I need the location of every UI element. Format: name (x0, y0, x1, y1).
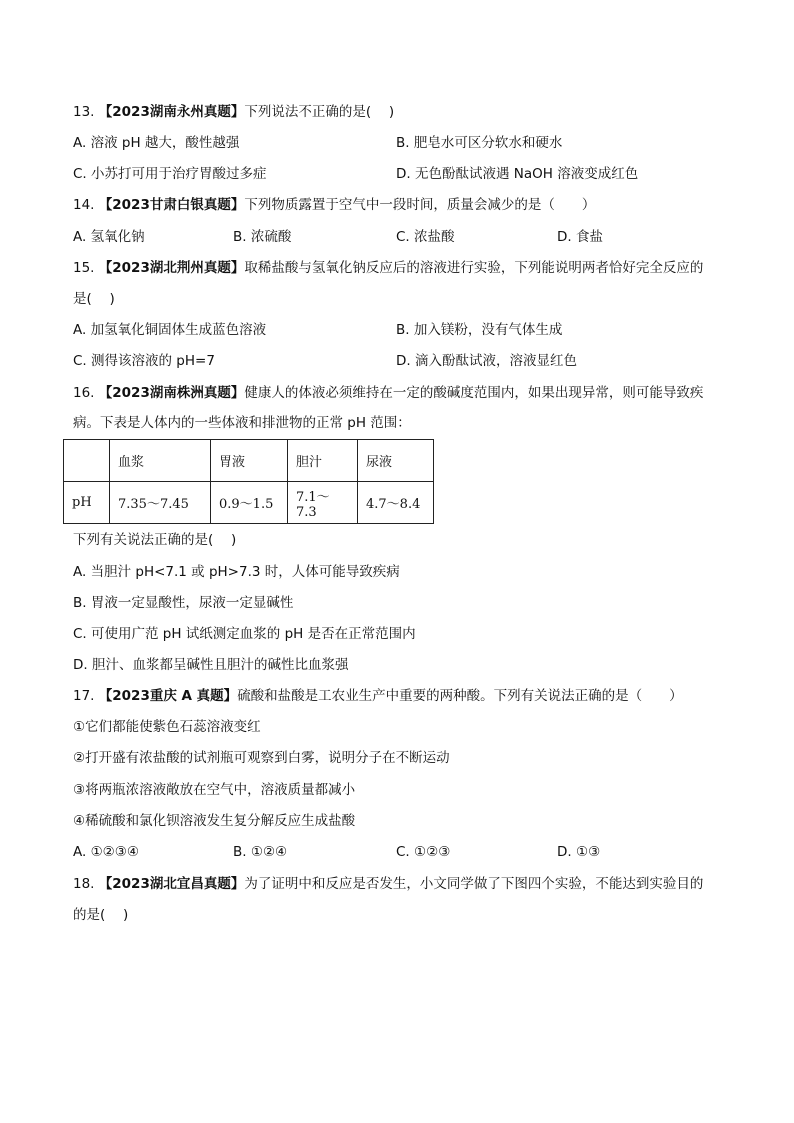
table-header-cell: 胃液 (211, 440, 288, 482)
question-16-stem-line1: 16. 【2023湖南株洲真题】健康人的体液必须维持在一定的酸碱度范围内，如果出现异常，则可能导致疾 (73, 385, 704, 401)
question-17-statement-1: ①它们都能使紫色石蕊溶液变红 (73, 719, 261, 735)
question-16-stem-line2: 病。下表是人体内的一些体液和排泄物的正常 pH 范围： (73, 415, 411, 431)
question-16-option-a: A. 当胆汁 pH<7.1 或 pH>7.3 时，人体可能导致疾病 (73, 564, 400, 580)
table-cell: pH (64, 482, 110, 524)
question-15-stem-line2: 是( ) (73, 291, 115, 307)
table-header-cell: 尿液 (358, 440, 434, 482)
question-17-stem: 17. 【2023重庆 A 真题】硫酸和盐酸是工农业生产中重要的两种酸。下列有关说法正确的是（ ） (73, 688, 683, 704)
question-13-option-a: A. 溶液 pH 越大，酸性越强 (73, 135, 240, 151)
table-cell: 4.7～8.4 (358, 482, 434, 524)
table-header-cell (64, 440, 110, 482)
table-header-row (64, 440, 434, 482)
question-14-option-a: A. 氢氧化钠 (73, 229, 145, 245)
question-15-stem-line1: 15. 【2023湖北荆州真题】取稀盐酸与氢氧化钠反应后的溶液进行实验，下列能说明两者恰好完全反应的 (73, 260, 704, 276)
question-17-option-a: A. ①②③④ (73, 844, 139, 860)
question-18-stem-line1: 18. 【2023湖北宜昌真题】为了证明中和反应是否发生，小文同学做了下图四个实验，不能达到实验目的 (73, 876, 704, 892)
table-cell: 7.1～7.3 (288, 482, 358, 524)
question-14-option-d: D. 食盐 (557, 229, 603, 245)
question-16-option-c: C. 可使用广范 pH 试纸测定血浆的 pH 是否在正常范围内 (73, 626, 416, 642)
table-header-cell: 胆汁 (288, 440, 358, 482)
question-15-option-d: D. 滴入酚酞试液，溶液显红色 (396, 353, 577, 369)
source-tag: 【2023湖北宜昌真题】 (98, 876, 245, 892)
question-17-statement-2: ②打开盛有浓盐酸的试剂瓶可观察到白雾，说明分子在不断运动 (73, 750, 450, 766)
question-16-option-b: B. 胃液一定显酸性，尿液一定显碱性 (73, 595, 294, 611)
question-17-option-b: B. ①②④ (233, 844, 288, 860)
ph-range-table (63, 439, 434, 524)
table-cell: 7.35～7.45 (110, 482, 211, 524)
question-18-stem-line2: 的是( ) (73, 907, 129, 923)
source-tag: 【2023湖南永州真题】 (98, 104, 245, 120)
question-14-stem: 14. 【2023甘肃白银真题】下列物质露置于空气中一段时间，质量会减少的是（ ） (73, 197, 596, 213)
question-17-statement-4: ④稀硫酸和氯化钡溶液发生复分解反应生成盐酸 (73, 813, 356, 829)
question-13-option-d: D. 无色酚酞试液遇 NaOH 溶液变成红色 (396, 166, 639, 182)
source-tag: 【2023湖南株洲真题】 (98, 385, 245, 401)
table-header-cell: 血浆 (110, 440, 211, 482)
question-15-option-c: C. 测得该溶液的 pH=7 (73, 353, 215, 369)
question-14-option-c: C. 浓盐酸 (396, 229, 455, 245)
source-tag: 【2023湖北荆州真题】 (98, 260, 245, 276)
question-13-option-c: C. 小苏打可用于治疗胃酸过多症 (73, 166, 267, 182)
question-13-stem: 13. 【2023湖南永州真题】下列说法不正确的是( ) (73, 104, 395, 120)
question-13-option-b: B. 肥皂水可区分软水和硬水 (396, 135, 563, 151)
question-15-option-b: B. 加入镁粉，没有气体生成 (396, 322, 563, 338)
table-cell: 0.9～1.5 (211, 482, 288, 524)
question-17-option-d: D. ①③ (557, 844, 601, 860)
question-16-prompt: 下列有关说法正确的是( ) (73, 532, 237, 548)
question-16-option-d: D. 胆汁、血浆都呈碱性且胆汁的碱性比血浆强 (73, 657, 349, 673)
source-tag: 【2023重庆 A 真题】 (98, 688, 238, 704)
question-15-option-a: A. 加氢氧化铜固体生成蓝色溶液 (73, 322, 267, 338)
question-17-option-c: C. ①②③ (396, 844, 451, 860)
table-row (64, 482, 434, 524)
question-14-option-b: B. 浓硫酸 (233, 229, 292, 245)
question-17-statement-3: ③将两瓶浓溶液敞放在空气中，溶液质量都减小 (73, 782, 356, 798)
source-tag: 【2023甘肃白银真题】 (98, 197, 245, 213)
